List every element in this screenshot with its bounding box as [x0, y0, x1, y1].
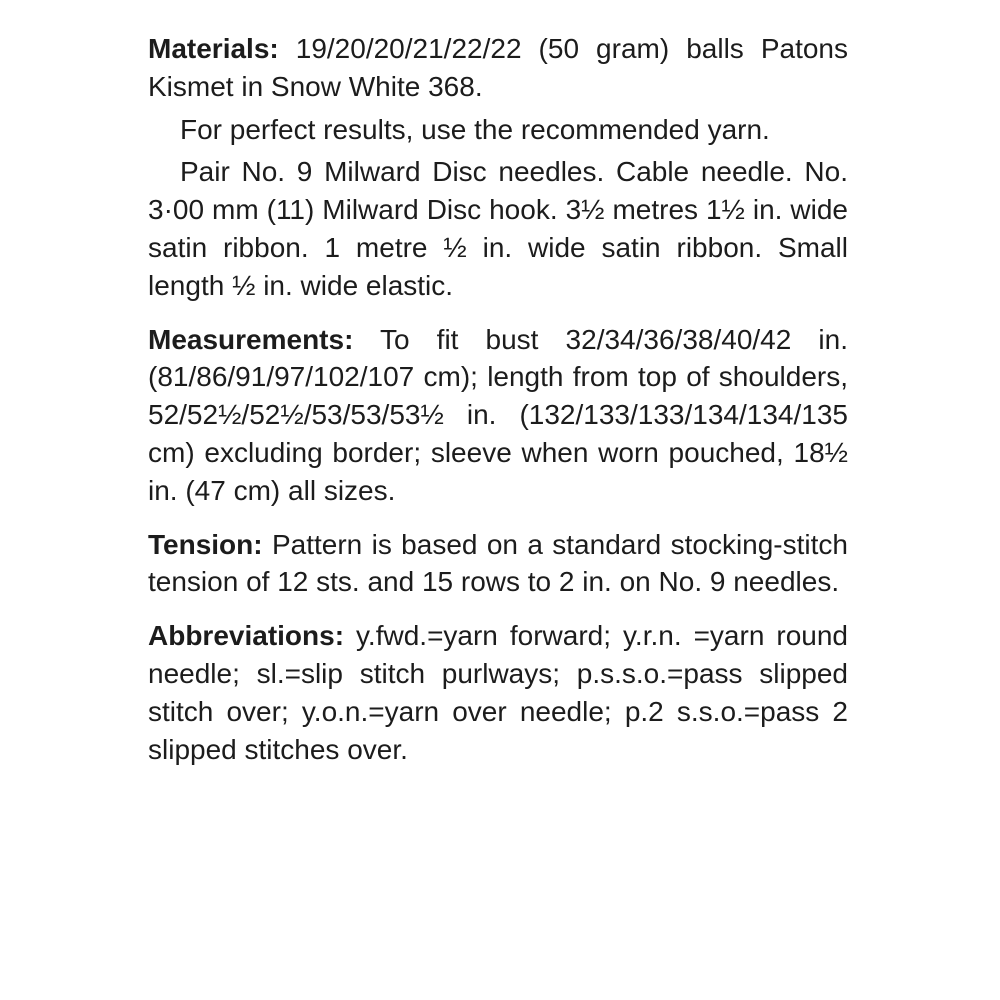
recommendation-paragraph: For perfect results, use the recommended yarn.: [180, 113, 770, 145]
abbreviations-text: y.fwd.=yarn forward; y.r.n. =yarn round needle; sl.=slip stitch purlways; p.s.s.o.=pass slipped stitch over; y.o.n.=yarn over needle; p.2 s.s.o.=pass 2 slipped stitches over.: [148, 620, 848, 765]
tension-heading: Tension:: [148, 528, 263, 560]
tension-paragraph: [148, 526, 848, 602]
measurements-paragraph: [148, 321, 848, 510]
materials-paragraph: [148, 30, 848, 106]
materials-text: 19/20/20/21/22/22 (50 gram) balls Patons Kismet in Snow White 368.: [148, 33, 848, 102]
pattern-instructions: [148, 30, 848, 768]
measurements-heading: Measurements:: [148, 323, 354, 355]
materials-section: [148, 30, 848, 305]
tension-section: [148, 526, 848, 602]
materials-heading: Materials:: [148, 33, 279, 64]
abbreviations-heading: Abbreviations:: [148, 620, 345, 652]
abbreviations-paragraph: [148, 617, 848, 768]
tension-text: Pattern is based on a standard stocking-stitch tension of 12 sts. and 15 rows to 2 in. on No. 9 needles.: [148, 528, 848, 598]
measurements-section: [148, 321, 848, 510]
measurements-text: To fit bust 32/34/36/38/40/42 in. (81/86/91/97/102/107 cm); length from top of shoulders, 52/52½/52½/53/53/53½ in. (132/133/133/134/134/135 cm) excluding border; sleeve when worn pouched, 18½ in. (47 cm) all sizes.: [148, 323, 848, 506]
abbreviations-section: [148, 617, 848, 768]
needles-paragraph: Pair No. 9 Milward Disc needles. Cable needle. No. 3·00 mm (11) Milward Disc hook. 3½ metres 1½ in. wide satin ribbon. 1 metre ½ in. wide satin ribbon. Small length ½ in. wide elastic.: [148, 156, 848, 301]
